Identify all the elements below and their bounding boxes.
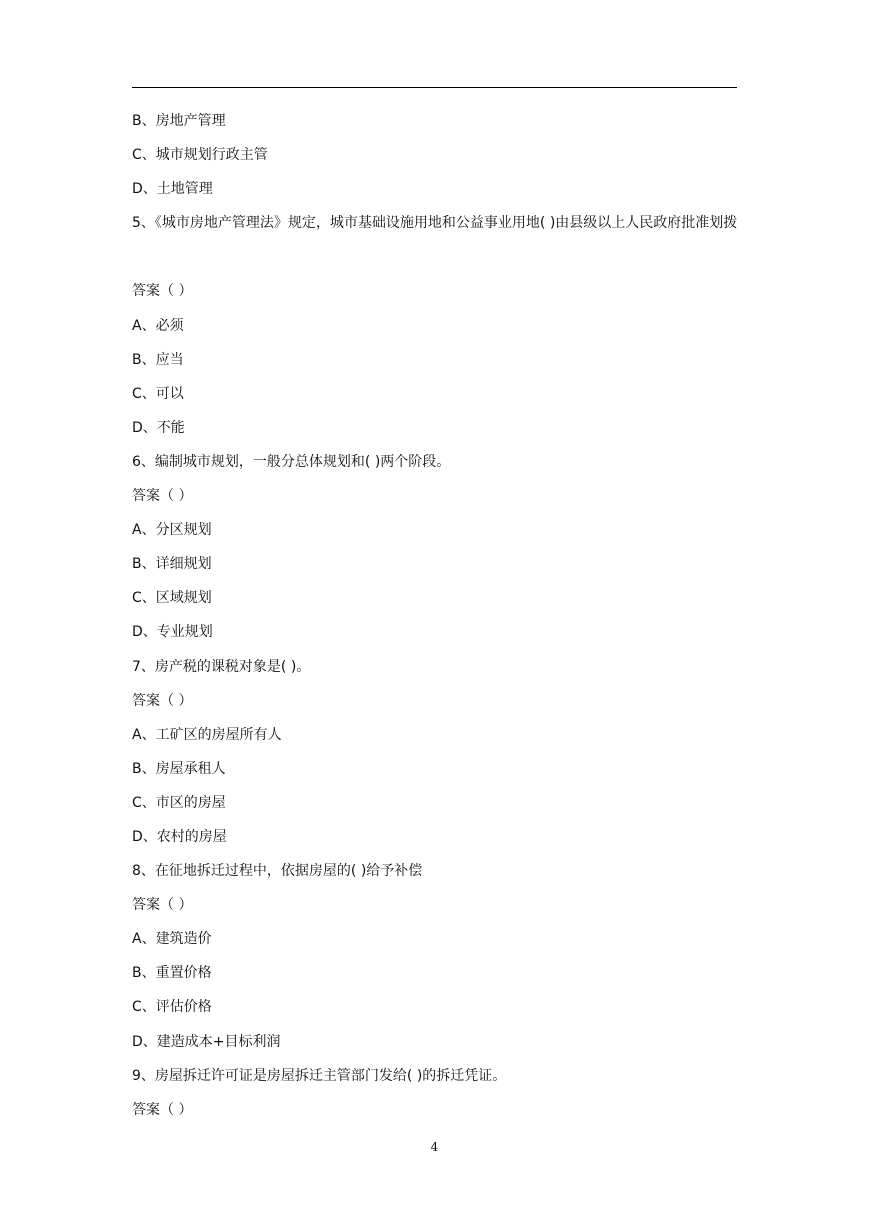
answer-blank: 答案（ ） bbox=[132, 488, 193, 505]
option-c-line: C、区域规划 bbox=[132, 590, 212, 607]
option-c-line: C、可以 bbox=[132, 385, 184, 402]
option-b-line: B、详细规划 bbox=[132, 556, 212, 573]
answer-blank: 答案（ ） bbox=[132, 283, 193, 300]
option-c-line: C、城市规划行政主管 bbox=[132, 147, 268, 164]
option-b-line: B、房屋承租人 bbox=[132, 760, 226, 777]
option-a-line: A、建筑造价 bbox=[132, 931, 212, 948]
answer-blank: 答案（ ） bbox=[132, 897, 193, 914]
document-body bbox=[132, 110, 742, 1133]
option-a-line: A、工矿区的房屋所有人 bbox=[132, 726, 282, 743]
option-b-line: B、应当 bbox=[132, 351, 184, 368]
question-6: 6、编制城市规划，一般分总体规划和( )两个阶段。 bbox=[132, 453, 451, 470]
option-d-line: D、建造成本+目标利润 bbox=[132, 1033, 281, 1050]
question-7: 7、房产税的课税对象是( )。 bbox=[132, 658, 311, 675]
option-b-line: B、重置价格 bbox=[132, 965, 212, 982]
option-d-line: D、土地管理 bbox=[132, 181, 213, 198]
option-d-line: D、不能 bbox=[132, 419, 185, 436]
question-9: 9、房屋拆迁许可证是房屋拆迁主管部门发给( )的拆迁凭证。 bbox=[132, 1067, 507, 1084]
option-b-line: B、房地产管理 bbox=[132, 113, 226, 129]
option-c-line: C、评估价格 bbox=[132, 999, 212, 1016]
option-a-line: A、必须 bbox=[132, 317, 184, 334]
answer-blank: 答案（ ） bbox=[132, 692, 193, 709]
option-d-line: D、专业规划 bbox=[132, 624, 213, 641]
option-a-line: A、分区规划 bbox=[132, 522, 212, 539]
option-c-line: C、市区的房屋 bbox=[132, 794, 226, 811]
answer-blank: 答案（ ） bbox=[132, 1101, 193, 1118]
question-5: 5、《城市房地产管理法》规定，城市基础设施用地和公益事业用地( )由县级以上人民政府批准划拨 bbox=[132, 215, 738, 232]
header-rule bbox=[132, 87, 737, 88]
page-number: 4 bbox=[430, 1140, 439, 1154]
option-d-line: D、农村的房屋 bbox=[132, 828, 227, 845]
question-8: 8、在征地拆迁过程中，依据房屋的( )给予补偿 bbox=[132, 863, 423, 880]
